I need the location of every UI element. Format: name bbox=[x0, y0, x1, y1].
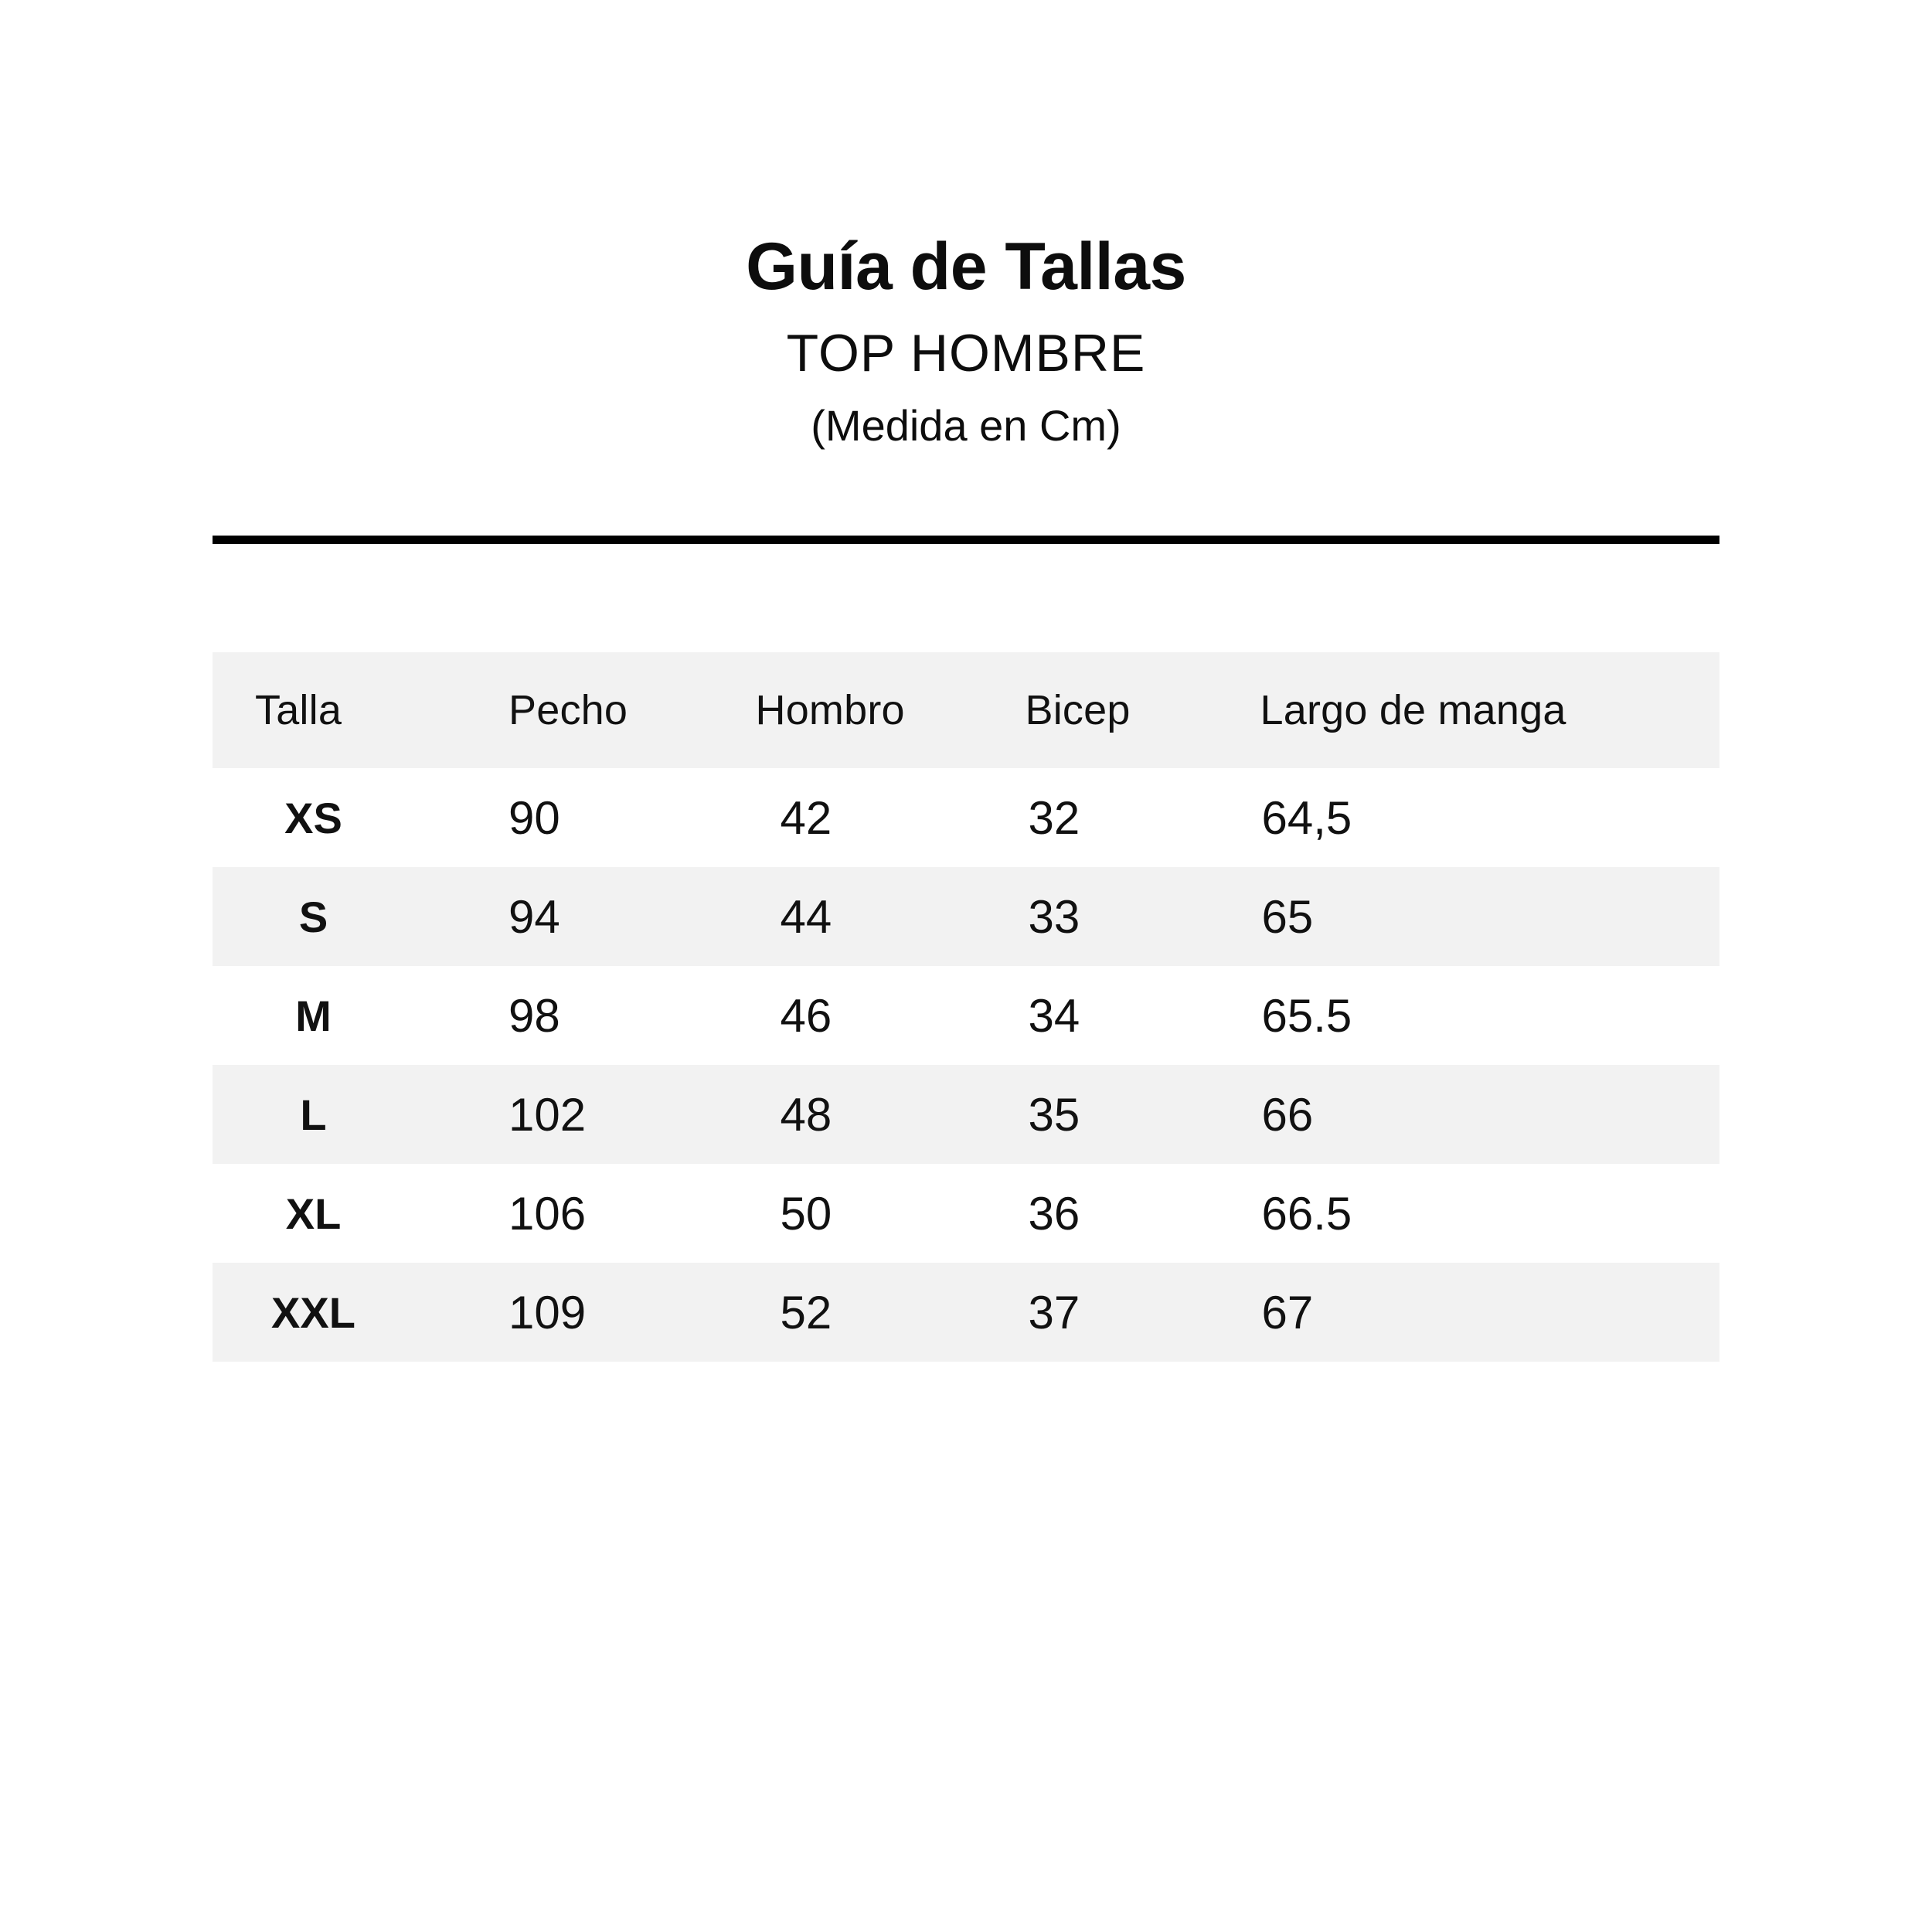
cell-manga: 64,5 bbox=[1261, 791, 1352, 844]
cell-talla: M bbox=[295, 991, 332, 1040]
column-header-largo-de-manga: Largo de manga bbox=[1260, 687, 1566, 734]
cell-hombro: 44 bbox=[780, 890, 832, 943]
table-row bbox=[213, 1164, 1719, 1263]
page-title: Guía de Tallas bbox=[746, 230, 1186, 304]
table-row bbox=[213, 966, 1719, 1065]
cell-pecho: 90 bbox=[509, 791, 560, 844]
cell-bicep: 34 bbox=[1028, 989, 1080, 1042]
table-body bbox=[213, 768, 1719, 1362]
cell-pecho: 98 bbox=[509, 989, 560, 1042]
table-header bbox=[213, 652, 1719, 768]
cell-bicep: 35 bbox=[1028, 1088, 1080, 1141]
cell-pecho: 94 bbox=[509, 890, 560, 943]
cell-talla: XL bbox=[285, 1189, 342, 1238]
header-divider bbox=[213, 536, 1719, 544]
cell-talla: XXL bbox=[271, 1287, 355, 1337]
table-row bbox=[213, 768, 1719, 867]
cell-hombro: 48 bbox=[780, 1088, 832, 1141]
cell-manga: 67 bbox=[1261, 1286, 1314, 1338]
cell-manga: 66 bbox=[1261, 1088, 1314, 1141]
page-subtitle: TOP HOMBRE bbox=[786, 324, 1146, 383]
cell-hombro: 46 bbox=[780, 989, 832, 1042]
cell-pecho: 106 bbox=[509, 1187, 587, 1240]
table-row bbox=[213, 1065, 1719, 1164]
cell-manga: 65.5 bbox=[1261, 989, 1352, 1042]
header bbox=[0, 0, 1932, 451]
cell-talla: XS bbox=[284, 793, 342, 842]
cell-pecho: 102 bbox=[509, 1088, 587, 1141]
size-table bbox=[213, 652, 1719, 1362]
cell-hombro: 42 bbox=[780, 791, 832, 844]
cell-bicep: 36 bbox=[1028, 1187, 1080, 1240]
cell-pecho: 109 bbox=[509, 1286, 587, 1338]
size-table-container bbox=[213, 652, 1719, 1362]
column-header-bicep: Bicep bbox=[1025, 687, 1131, 734]
cell-bicep: 33 bbox=[1028, 890, 1080, 943]
table-row bbox=[213, 1263, 1719, 1362]
column-header-talla: Talla bbox=[255, 687, 342, 734]
cell-hombro: 52 bbox=[780, 1286, 832, 1338]
table-row bbox=[213, 867, 1719, 966]
cell-talla: L bbox=[300, 1090, 327, 1139]
measurement-unit-note: (Medida en Cm) bbox=[811, 401, 1121, 451]
table-header-row bbox=[213, 652, 1719, 768]
cell-talla: S bbox=[298, 892, 328, 941]
cell-bicep: 37 bbox=[1028, 1286, 1080, 1338]
cell-manga: 65 bbox=[1261, 890, 1314, 943]
cell-hombro: 50 bbox=[780, 1187, 832, 1240]
column-header-hombro: Hombro bbox=[755, 687, 905, 734]
cell-bicep: 32 bbox=[1028, 791, 1080, 844]
cell-manga: 66.5 bbox=[1261, 1187, 1352, 1240]
column-header-pecho: Pecho bbox=[509, 687, 628, 734]
